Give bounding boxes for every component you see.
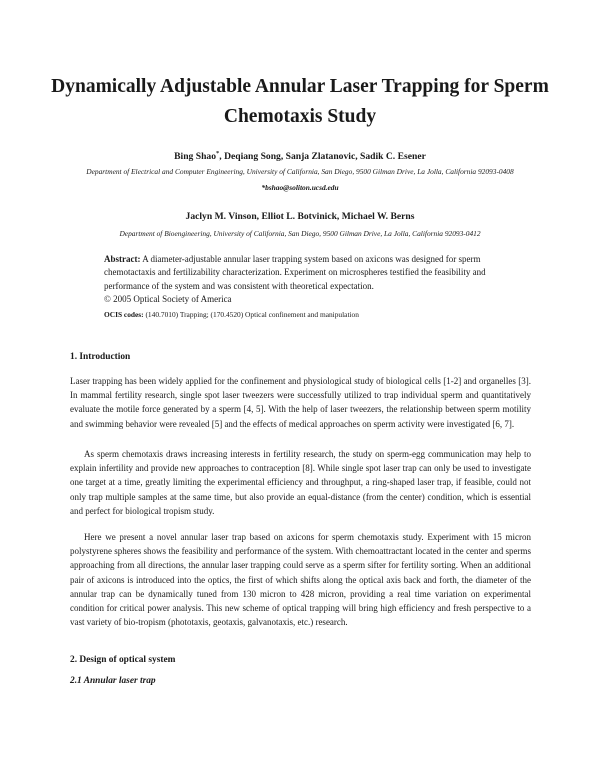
section-heading-introduction: 1. Introduction bbox=[70, 352, 131, 362]
body-paragraph: As sperm chemotaxis draws increasing interests in fertility research, the study on sperm-egg communication may help to explain infertility and provide new approaches to contraception [8]. While single spot laser trap can only be used to investigate one target at a time, greatly limiting the experimental efficiency and throughput, a ring-shaped laser trap, if feasible, could not only trap multiple samples at the same time, but also provide an equal-distance (from the center) condition, which is essential and perfect for biological tropism study. bbox=[70, 449, 531, 516]
corresponding-author-mark: * bbox=[216, 150, 220, 157]
abstract-label: Abstract: bbox=[104, 254, 141, 264]
abstract-text: A diameter-adjustable annular laser trapping system based on axicons was designed for sperm chemotactaxis and fertilizability characterization. Experiment on microspheres testified the feasibility and performance of the system and was consistent with theoretical expectation. bbox=[104, 254, 486, 291]
copyright-notice: © 2005 Optical Society of America bbox=[104, 294, 232, 305]
body-paragraph: Here we present a novel annular laser trap based on axicons for sperm chemotaxis study. Experiment with 15 micron polystyrene spheres shows the feasibility and performance of the system. With chemoattractant located in the center and sperms approaching from all directions, the annular laser trapping could serve as a sperm sifter for fertility sorting. When an additional pair of axicons is introduced into the optics, the first of which shifts along the optical axis back and forth, the diameter of the annular trap can be dynamically tuned from 130 micron to 428 micron, providing a real time variation on experimental condition for critical power analysis. This new scheme of optical trapping will bring high efficiency and fresh perspective to a vast variety of bio-tropism (phototaxis, geotaxis, galvanotaxis, etc.) research. bbox=[70, 532, 531, 628]
author-rest: , Deqiang Song, Sanja Zlatanovic, Sadik C. Esener bbox=[219, 151, 426, 163]
affiliation-1: Department of Electrical and Computer Engineering, University of California, San Diego, 9500 Gilman Drive, La Jolla, California 92093-0408 bbox=[86, 167, 514, 176]
section-heading-design: 2. Design of optical system bbox=[70, 655, 176, 665]
author-list-2: Jaclyn M. Vinson, Elliot L. Botvinick, Michael W. Berns bbox=[185, 211, 415, 222]
abstract-paragraph bbox=[104, 253, 496, 293]
ocis-text: (140.7010) Trapping; (170.4520) Optical confinement and manipulation bbox=[143, 309, 359, 319]
author-list-1 bbox=[40, 150, 560, 162]
abstract bbox=[104, 253, 496, 321]
paper-title: Dynamically Adjustable Annular Laser Trapping for Sperm Chemotaxis Study bbox=[51, 76, 549, 127]
ocis-codes bbox=[104, 308, 496, 321]
ocis-label: OCIS codes: bbox=[104, 309, 144, 319]
body-paragraph: Laser trapping has been widely applied for the confinement and physiological study of biological cells [1-2] and organelles [3]. In mammal fertility research, single spot laser tweezers were successfully utilized to trap individual sperm and quantitatively evaluate the motile force generated by a sperm [4, 5]. With the help of laser tweezers, the relationship between sperm motility and swimming behavior were revealed [5] and the effects of medical approaches on sperm activity were investigated [6, 7]. bbox=[70, 376, 531, 429]
author-email: *bshao@soliton.ucsd.edu bbox=[261, 183, 339, 192]
author-first: Bing Shao bbox=[174, 151, 217, 163]
affiliation-2: Department of Bioengineering, University of California, San Diego, 9500 Gilman Drive, La Jolla, California 92093-0412 bbox=[119, 229, 481, 238]
subsection-heading-annular-trap: 2.1 Annular laser trap bbox=[70, 676, 156, 686]
